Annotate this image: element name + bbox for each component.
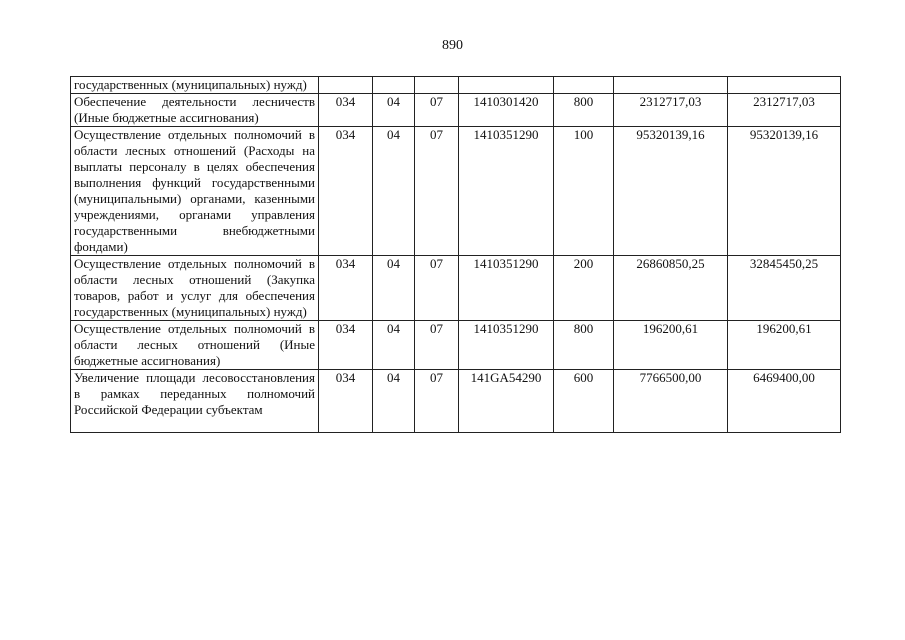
subsection-cell: 07 [415,256,459,321]
section-cell: 04 [373,94,415,127]
ministry-code-cell [319,77,373,94]
table-row [71,321,841,370]
amount-cell-1: 7766500,00 [614,370,728,433]
row-description: государственных (муниципальных) нужд) [71,77,319,94]
target-article-cell [459,77,554,94]
ministry-code-cell: 034 [319,94,373,127]
section-cell: 04 [373,127,415,256]
ministry-code-cell: 034 [319,370,373,433]
subsection-cell: 07 [415,127,459,256]
expense-type-cell: 200 [554,256,614,321]
table-row [71,77,841,94]
section-cell: 04 [373,256,415,321]
row-description: Увеличение площади лесовосстановления в рамках переданных полномочий Российской Федерации субъектам [71,370,319,433]
section-cell [373,77,415,94]
expense-type-cell: 800 [554,321,614,370]
subsection-cell: 07 [415,94,459,127]
amount-cell-2: 95320139,16 [728,127,841,256]
target-article-cell: 1410351290 [459,127,554,256]
amount-cell-1: 2312717,03 [614,94,728,127]
target-article-cell: 1410301420 [459,94,554,127]
ministry-code-cell: 034 [319,256,373,321]
target-article-cell: 1410351290 [459,321,554,370]
amount-cell-1 [614,77,728,94]
amount-cell-2: 32845450,25 [728,256,841,321]
amount-cell-2 [728,77,841,94]
expense-type-cell: 800 [554,94,614,127]
amount-cell-1: 95320139,16 [614,127,728,256]
subsection-cell [415,77,459,94]
subsection-cell: 07 [415,370,459,433]
amount-cell-2: 2312717,03 [728,94,841,127]
row-description: Обеспечение деятельности лесничеств (Иные бюджетные ассигнования) [71,94,319,127]
amount-cell-2: 6469400,00 [728,370,841,433]
row-description: Осуществление отдельных полномочий в области лесных отношений (Закупка товаров, работ и услуг для обеспечения государственных (муниципальных) нужд) [71,256,319,321]
amount-cell-1: 26860850,25 [614,256,728,321]
row-description: Осуществление отдельных полномочий в области лесных отношений (Расходы на выплаты персоналу в целях обеспечения выполнения функций государственными (муниципальными) органами, казенными учреждениями, органами управления государственными внебюджетными фондами) [71,127,319,256]
table-row [71,127,841,256]
ministry-code-cell: 034 [319,321,373,370]
amount-cell-1: 196200,61 [614,321,728,370]
section-cell: 04 [373,321,415,370]
subsection-cell: 07 [415,321,459,370]
target-article-cell: 141GA54290 [459,370,554,433]
table-row [71,370,841,433]
table-row [71,94,841,127]
amount-cell-2: 196200,61 [728,321,841,370]
expense-type-cell [554,77,614,94]
page-number: 890 [442,38,463,53]
row-description: Осуществление отдельных полномочий в области лесных отношений (Иные бюджетные ассигнования) [71,321,319,370]
ministry-code-cell: 034 [319,127,373,256]
expense-type-cell: 600 [554,370,614,433]
expense-type-cell: 100 [554,127,614,256]
table-row [71,256,841,321]
target-article-cell: 1410351290 [459,256,554,321]
budget-table [70,76,841,433]
section-cell: 04 [373,370,415,433]
